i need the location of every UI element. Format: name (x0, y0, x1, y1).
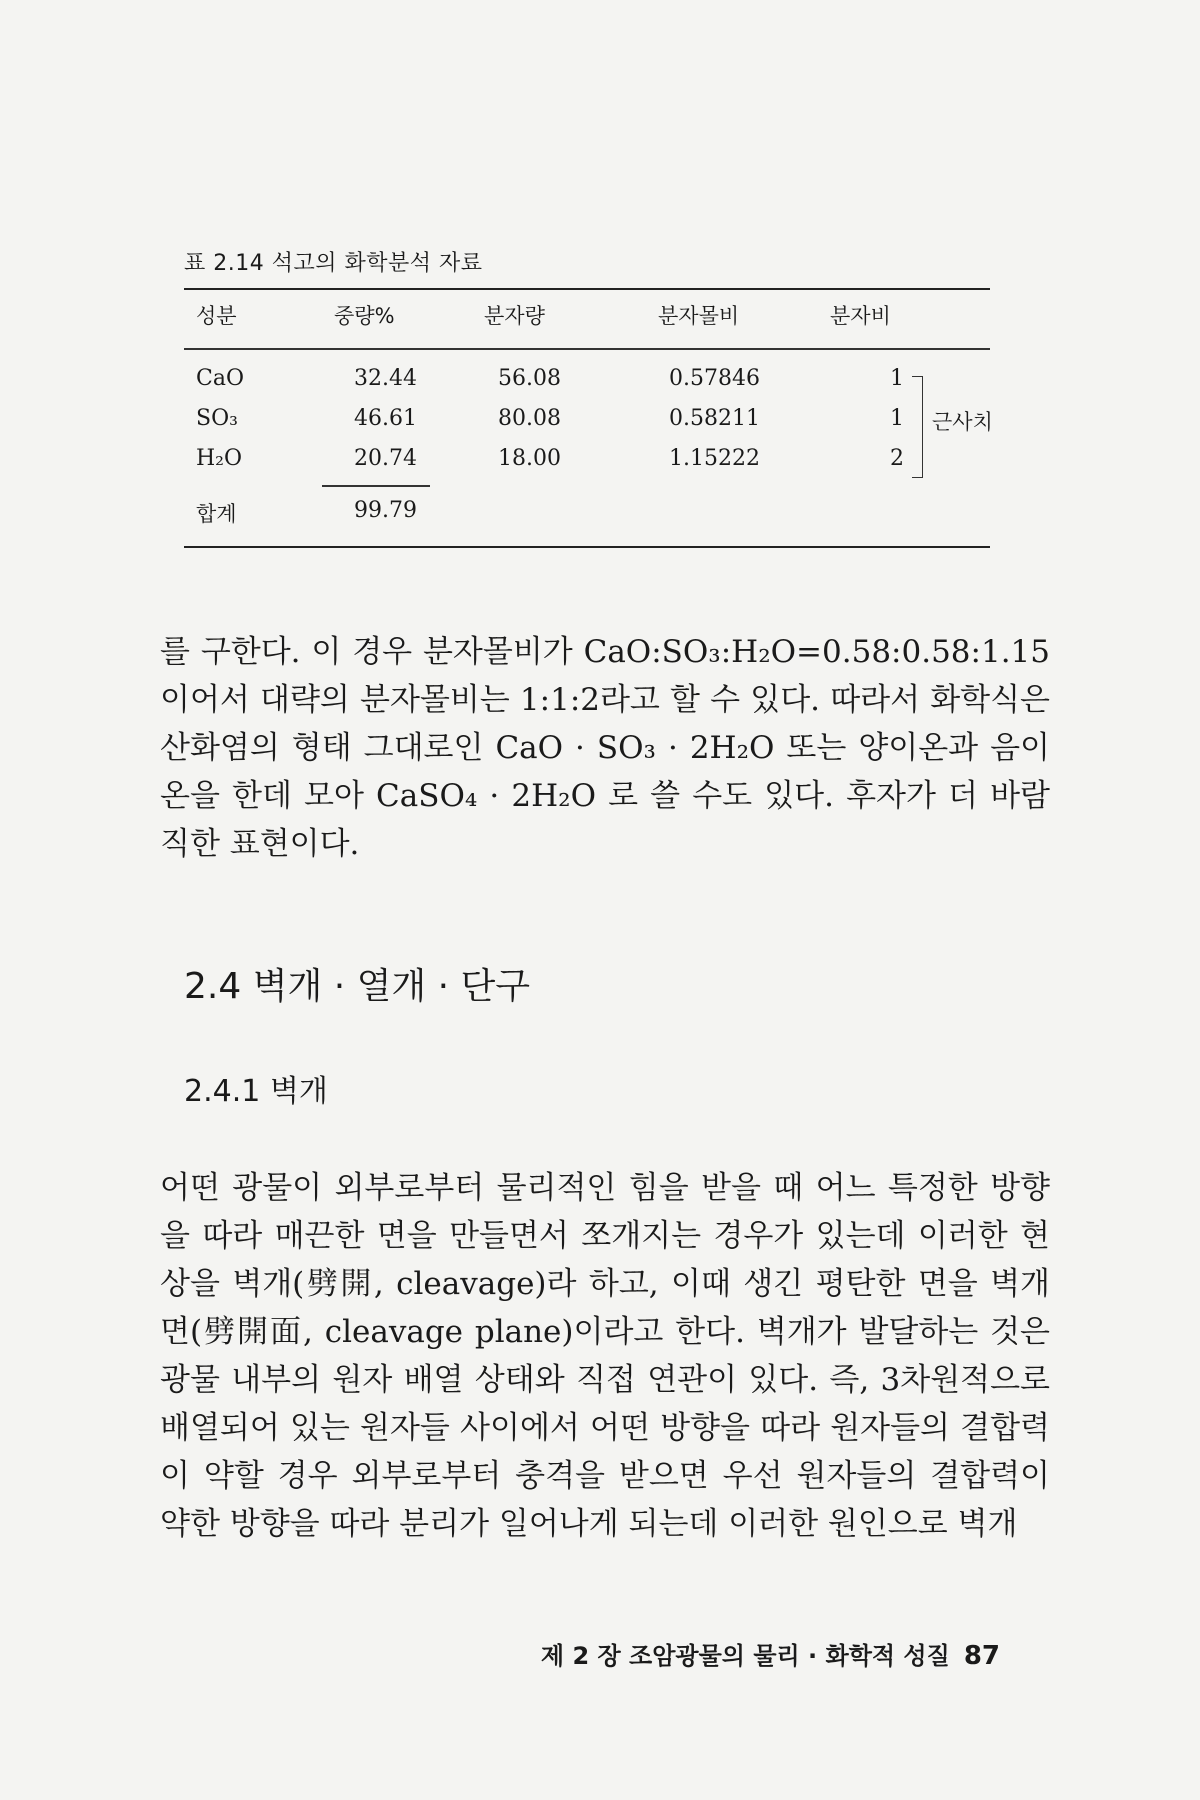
paragraph-formula: 를 구한다. 이 경우 분자몰비가 CaO:SO₃:H₂O=0.58:0.58:1.15이어서 대략의 분자몰비는 1:1:2라고 할 수 있다. 따라서 화학식은 산화염의 형태 그대로인 CaO · SO₃ · 2H₂O 또는 양이온과 음이온을 한데 모아 CaSO₄ · 2H₂O 로 쓸 수도 있다. 후자가 더 바람직한 표현이다. (160, 634, 1050, 862)
table-bottom-rule (184, 546, 990, 548)
table-caption: 표 2.14 석고의 화학분석 자료 (184, 251, 483, 276)
section-heading: 2.4 벽개 · 열개 · 단구 (184, 966, 531, 1007)
cell-ratio: 1 (890, 406, 904, 431)
cell-component: SO₃ (196, 406, 238, 431)
cell-molar-ratio: 0.58211 (669, 406, 760, 431)
approximation-label: 근사치 (932, 410, 993, 434)
chapter-title: 제 2 장 조암광물의 물리 · 화학적 성질 (540, 1642, 950, 1670)
cell-weight: 46.61 (354, 406, 417, 431)
cell-weight: 20.74 (354, 446, 417, 471)
table-top-rule (184, 288, 990, 290)
cell-ratio: 1 (890, 366, 904, 391)
cell-molecular-weight: 56.08 (498, 366, 561, 391)
header-molecular-weight: 분자량 (484, 304, 545, 328)
cell-weight: 32.44 (354, 366, 417, 391)
cell-component: CaO (196, 366, 244, 391)
sum-value: 99.79 (354, 498, 417, 523)
sum-underline (322, 485, 430, 487)
header-molecular-ratio: 분자비 (830, 304, 891, 328)
cell-molecular-weight: 18.00 (498, 446, 561, 471)
running-footer (541, 1636, 1000, 1671)
table-header-rule (184, 348, 990, 350)
page-number: 87 (963, 1641, 1000, 1671)
approximation-bracket (912, 376, 923, 478)
header-molar-ratio: 분자몰비 (658, 304, 740, 328)
cell-molar-ratio: 1.15222 (669, 446, 760, 471)
header-component: 성분 (196, 304, 237, 328)
sum-label: 합계 (196, 502, 237, 526)
cell-ratio: 2 (890, 446, 904, 471)
cell-component: H₂O (196, 446, 243, 471)
subsection-heading: 2.4.1 벽개 (184, 1074, 328, 1109)
cell-molar-ratio: 0.57846 (669, 366, 760, 391)
paragraph-cleavage: 어떤 광물이 외부로부터 물리적인 힘을 받을 때 어느 특정한 방향을 따라 매끈한 면을 만들면서 쪼개지는 경우가 있는데 이러한 현상을 벽개(劈開, cleavage)라 하고, 이때 생긴 평탄한 면을 벽개면(劈開面, cleavage plane)이라고 한다. 벽개가 발달하는 것은 광물 내부의 원자 배열 상태와 직접 연관이 있다. 즉, 3차원적으로 배열되어 있는 원자들 사이에서 어떤 방향을 따라 원자들의 결합력이 약할 경우 외부로부터 충격을 받으면 우선 원자들의 결합력이 약한 방향을 따라 분리가 일어나게 되는데 이러한 원인으로 벽개 (160, 1170, 1050, 1542)
cell-molecular-weight: 80.08 (498, 406, 561, 431)
header-weight: 중량% (334, 304, 395, 328)
